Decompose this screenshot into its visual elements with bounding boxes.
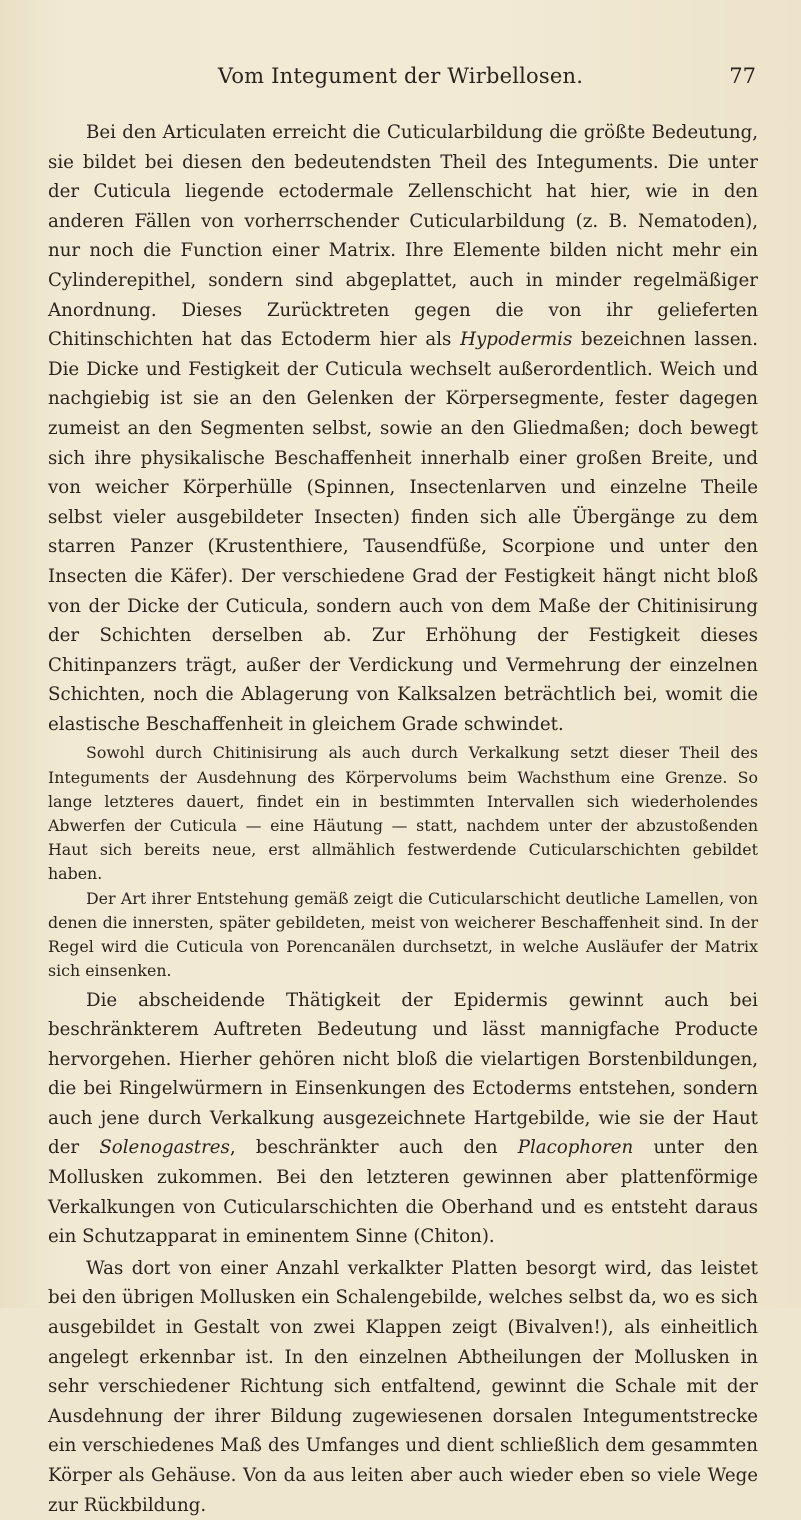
text-run: Was dort von einer Anzahl verkalkter Platten besorgt wird, das leistet bei den übrigen Mollusken ein Schalengebilde, welches selbst da, wo es sich ausgebildet in Gestalt von zwei Klappen zeigt (Bivalven!), als einheitlich angelegt erkennbar ist. In den einzelnen Abtheilungen der Mollusken in sehr verschiedener Richtung sich entfaltend, gewinnt die Schale mit der Ausdehnung der ihrer Bildung zugewiesenen dorsalen Integumentstrecke ein verschiedenes Maß des Umfanges und dient schließlich dem gesammten Körper als Gehäuse. Von da aus leiten aber auch wieder eben so viele Wege zur Rückbildung.: [48, 1257, 758, 1516]
paragraph: [48, 741, 758, 886]
text-run: unter den Mollusken zukommen. Bei den letzteren gewinnen aber plattenförmige Verkalkungen von Cuticularschichten die Oberhand und es entsteht daraus ein Schutzapparat in eminentem Sinne (Chiton).: [48, 1137, 758, 1248]
text-run: Die abscheidende Thätigkeit der Epidermis gewinnt auch bei beschränkterem Auftreten Bedeutung und lässt mannigfache Producte hervorgehen. Hierher gehören nicht bloß die vielartigen Borstenbildungen, die bei Ringelwürmern in Einsenkungen des Ectoderms entstehen, sondern auch jene durch Verkalkung ausgezeichnete Hartgebilde, wie sie der Haut der: [48, 989, 758, 1159]
text-run: Bei den Articulaten erreicht die Cuticularbildung die größte Bedeutung, sie bildet bei diesen den bedeutendsten Theil des Integuments. Die unter der Cuticula liegende ectodermale Zellenschicht hat hier, wie in den anderen Fällen von vorherrschender Cuticularbildung (z. B. Nematoden), nur noch die Function einer Matrix. Ihre Elemente bilden nicht mehr ein Cylinderepithel, sondern sind abgeplattet, auch in minder regelmäßiger Anordnung. Dieses Zurücktreten gegen die von ihr gelieferten Chitinschichten hat das Ectoderm hier als: [48, 122, 758, 351]
paragraph: [48, 986, 758, 1252]
text-run: , beschränkter auch den: [229, 1137, 518, 1159]
text-run: bezeichnen lassen. Die Dicke und Festigkeit der Cuticula wechselt außerordentlich. Weich und nachgiebig ist sie an den Gelenken der Körpersegmente, fester dagegen zumeist an den Segmenten selbst, sowie an den Gliedmaßen; doch bewegt sich ihre physikalische Beschaffenheit innerhalb einer großen Breite, und von weicher Körperhülle (Spinnen, Insectenlarven und einzelne Theile selbst vieler ausgebildeter Insecten) finden sich alle Übergänge zu dem starren Panzer (Krustenthiere, Tausendfüße, Scorpione und unter den Insecten die Käfer). Der verschiedene Grad der Festigkeit hängt nicht bloß von der Dicke der Cuticula, sondern auch von dem Maße der Chitinisirung der Schichten derselben ab. Zur Erhöhung der Festigkeit dieses Chitinpanzers trägt, außer der Verdickung und Vermehrung der einzelnen Schichten, noch die Ablagerung von Kalksalzen beträchtlich bei, womit die elastische Beschaffenheit in gleichem Grade schwindet.: [48, 329, 758, 735]
italic-term: Hypodermis: [460, 329, 573, 351]
paragraph: [48, 887, 758, 984]
text-run: Der Art ihrer Entstehung gemäß zeigt die Cuticularschicht deutliche Lamellen, von denen die innersten, später gebildeten, meist von weicherer Beschaffenheit sind. In der Regel wird die Cuticula von Porencanälen durchsetzt, in welche Ausläufer der Matrix sich einsenken.: [48, 888, 758, 981]
running-title: Vom Integument der Wirbellosen.: [217, 64, 584, 88]
italic-term: Solenogastres: [99, 1137, 230, 1159]
body-text: [48, 118, 758, 1520]
page-header: [0, 58, 801, 98]
page-number: 77: [729, 64, 756, 88]
text-run: Sowohl durch Chitinisirung als auch durch Verkalkung setzt dieser Theil des Integuments der Ausdehnung des Körpervolums beim Wachsthum eine Grenze. So lange letzteres dauert, findet ein in bestimmten Intervallen sich wiederholendes Abwerfen der Cuticula — eine Häutung — statt, nachdem unter der abzustoßenden Haut sich bereits neue, erst allmählich festwerdende Cuticularschichten gebildet haben.: [48, 743, 758, 884]
paragraph: [48, 1254, 758, 1520]
italic-term: Placophoren: [517, 1137, 634, 1159]
paragraph: [48, 118, 758, 739]
